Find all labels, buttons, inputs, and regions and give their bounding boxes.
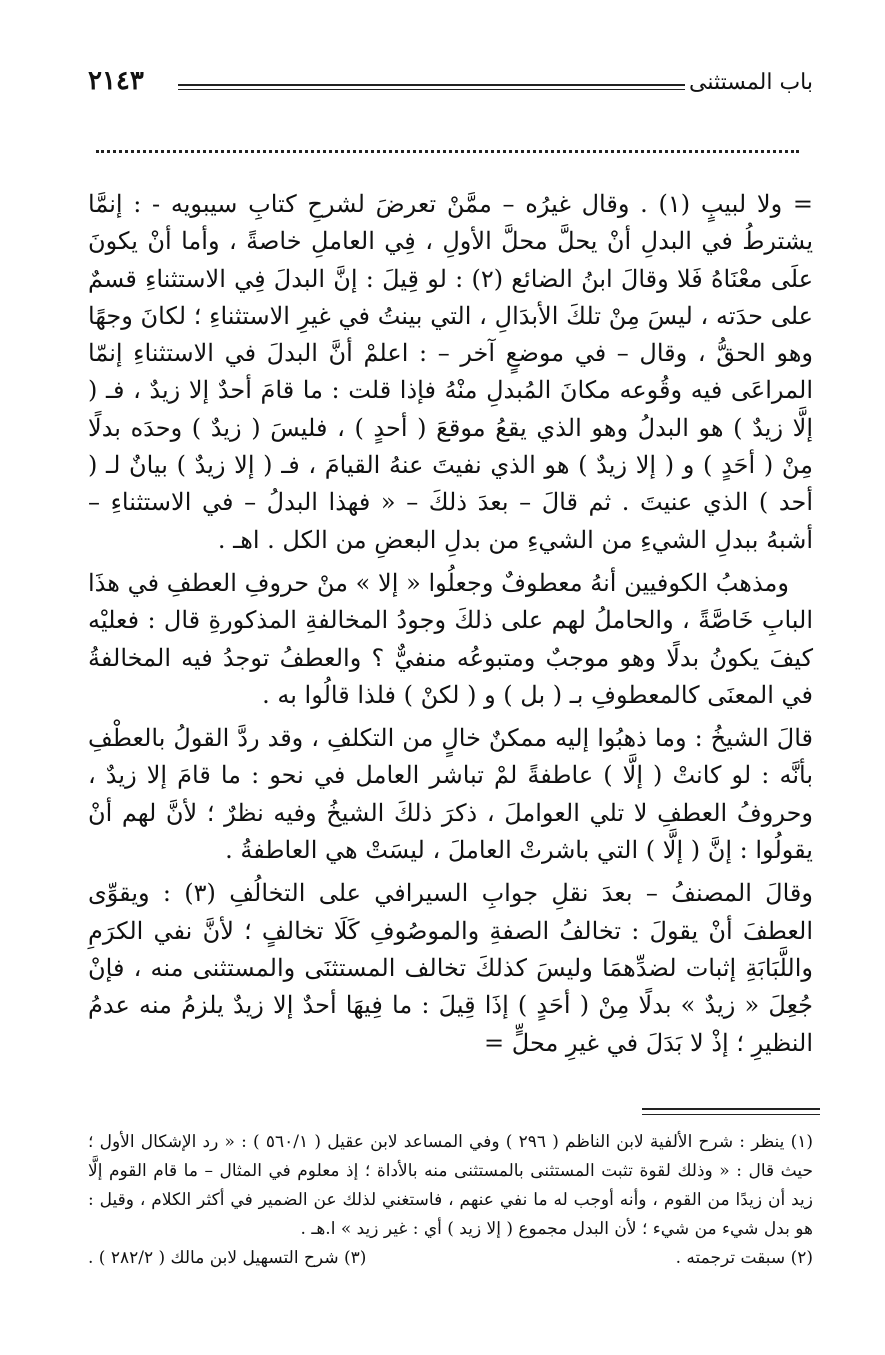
footnote: (٣) شرح التسهيل لابن مالك ( ٢٨٢/٢ ) . <box>88 1248 367 1268</box>
footnote-rule <box>642 1114 820 1115</box>
footnote: (٢) سبقت ترجمته . <box>675 1248 813 1268</box>
footnotes <box>88 1128 813 1273</box>
running-header <box>88 64 813 104</box>
paragraph: قالَ الشيخُ : وما ذهبُوا إليه ممكنٌ خالٍ من التكلفِ ، وقد ردَّ القولُ بالعطْفِ بأنَّه : لو كانتْ ( إلَّا ) عاطفةً لمْ تباشر العامل في نحو : ما قامَ إلا زيدٌ ، وحروفُ العطفِ لا تلي العواملَ ، ذكرَ ذلكَ الشيخُ وفيه نظرٌ ؛ لأنَّ لهم أنْ يقولُوا : إنَّ ( إلَّا ) التي باشرتْ العاملَ ، ليسَتْ هي العاطفةُ . <box>88 724 813 865</box>
paragraph: ومذهبُ الكوفيين أنهُ معطوفٌ وجعلُوا « إلا » منْ حروفِ العطفِ في هذَا البابِ خَاصَّةً ، والحاملُ لهم على ذلكَ وجودُ المخالفةِ المذكورةِ قال : فعليْه كيفَ يكونُ بدلًا وهو موجبٌ ومتبوعُه منفيٌّ ؟ والعطفُ توجدُ فيه المخالفةُ في المعنَى كالمعطوفِ بـ ( بل ) و ( لكنْ ) فلذا قالُوا به . <box>88 568 813 709</box>
paragraph: = ولا لبيبٍ (١) . وقال غيرُه – ممَّنْ تعرضَ لشرحِ كتابِ سيبويه - : إنمَّا يشترطُ في البدلِ أنْ يحلَّ محلَّ الأولِ ، فِي العاملِ خاصةً ، وأما أنْ يكونَ علَى معْنَاهُ فَلا وقالَ ابنُ الضائع (٢) : لو قِيلَ : إنَّ البدلَ فِي الاستثناءِ قسمٌ على حدَته ، ليسَ مِنْ تلكَ الأبدَالِ ، التي بينتُ في غيرِ الاستثناءِ ؛ لكانَ وجهًا وهو الحقُّ ، وقال – في موضعٍ آخر – : اعلمْ أنَّ البدلَ في الاستثناءِ إنمّا المراعَى فيه وقُوعه مكانَ المُبدلِ منْهُ فإذا قلت : ما قامَ أحدٌ إلا زيدٌ ، فـ ( إلَّا زيدٌ ) هو البدلُ وهو الذي يقعُ موقعَ ( أحدٍ ) ، فليسَ ( زيدٌ ) وحدَه بدلًا مِنْ ( أحَدٍ ) و ( إلا زيدٌ ) هو الذي نفيتَ عنهُ القيامَ ، فـ ( إلا زيدٌ ) بيانٌ لـ ( أحد ) الذي عنيتَ . ثم قالَ – بعدَ ذلكَ – « فهذا البدلُ – في الاستثناءِ – أشبهُ ببدلِ الشيءِ من الشيءِ من بدلِ البعضِ من الكل . اهـ . <box>88 190 814 554</box>
dotted-separator <box>96 150 799 153</box>
main-text <box>88 186 813 1062</box>
paragraph: وقالَ المصنفُ – بعدَ نقلِ جوابِ السيرافي على التخالُفِ (٣) : ويقوِّى العطفَ أنْ يقولَ : تخالفُ الصفةِ والموصُوفِ كَلَا تخالفٍ ؛ لأنَّ نفي الكرَمِ واللَّبَابَةِ إثبات لضدِّهمَا وليسَ كذلكَ تخالف المستثنَى والمستثنى منه ، فإنْ جُعِلَ « زيدٌ » بدلًا مِنْ ( أحَدٍ ) إذَا قِيلَ : ما فِيهَا أحدٌ إلا زيدٌ يلزمُ منه عدمُ النظيرِ ؛ إذْ لا بَدَلَ في غيرِ محلٍّ = <box>88 879 813 1057</box>
header-rule <box>178 84 685 90</box>
footnote: (١) ينظر : شرح الألفية لابن الناظم ( ٢٩٦ ) وفي المساعد لابن عقيل ( ٥٦٠/١ ) : « رد الإشكال الأول ؛ حيث قال : « وذلك لقوة تثبت المستثنى بالمستثنى منه بالأداة ؛ إذ معلوم في المثال – ما قام القوم إلَّا زيد أن زيدًا من القوم ، وأنه أوجب له ما نفي عنهم ، فاستغني لذلك عن الضمير في أكثر الكلام ، وقيل : هو بدل شيء من شيء ؛ لأن البدل مجموع ( إلا زيد ) أي : غير زيد » ا.هـ . <box>88 1132 814 1239</box>
page-number: ٢١٤٣ <box>88 66 144 96</box>
chapter-title: باب المستثنى <box>689 70 813 95</box>
footnote-row <box>88 1244 813 1273</box>
footnote-rule <box>642 1108 820 1110</box>
